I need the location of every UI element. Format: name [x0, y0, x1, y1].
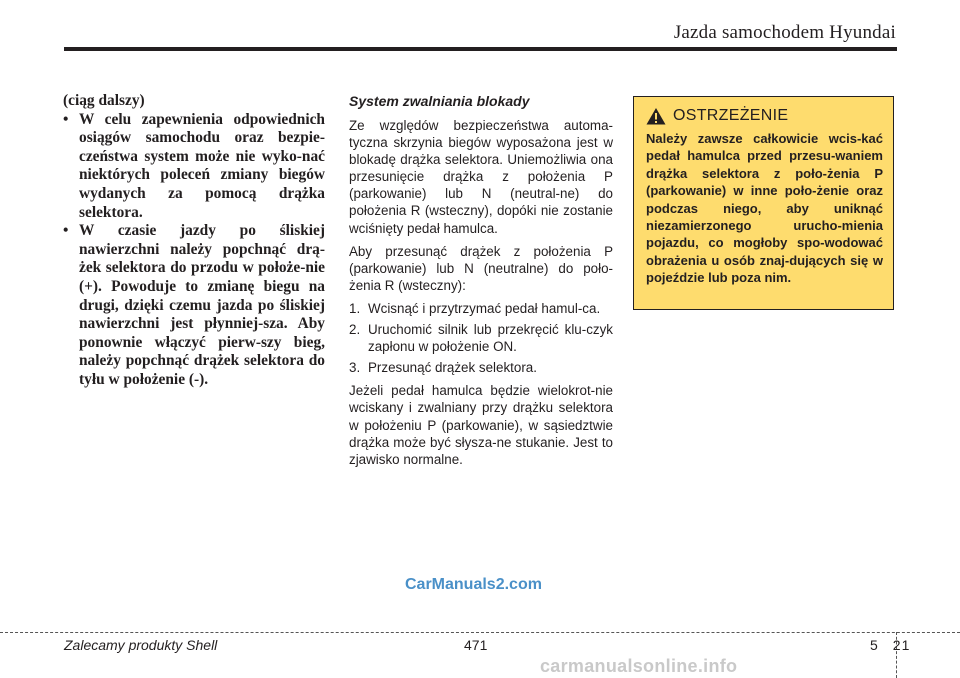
steps-list [349, 300, 613, 376]
warning-header [646, 107, 883, 125]
page-header-title: Jazda samochodem Hyundai [673, 22, 896, 43]
continued-label: (ciąg dalszy) [63, 92, 145, 109]
step-number: 1. [349, 300, 361, 316]
watermark-text: CarManuals2.com [405, 576, 542, 593]
list-item [349, 300, 613, 317]
paragraph: Ze względów bezpieczeństwa automa-tyczna skrzynia biegów wyposażona jest w blokadę drążka selektora. Uniemożliwia ona przesunięcie drążka z położenia P (parkowanie) lub N (neutral-ne) do położenia R (wsteczny), dopóki nie zostanie wciśnięty pedał hamulca. [349, 118, 613, 236]
site-watermark: carmanualsonline.info [540, 656, 738, 676]
page-number: 21 [892, 637, 911, 653]
step-text: Wcisnąć i przytrzymać pedał hamul-ca. [368, 300, 601, 316]
footer-rule [0, 632, 960, 633]
step-number: 3. [349, 360, 361, 376]
warning-box [633, 96, 894, 310]
section-heading: System zwalniania blokady [349, 93, 530, 109]
section-number: 5 [870, 637, 879, 653]
step-number: 2. [349, 322, 361, 338]
warning-triangle-icon [646, 107, 666, 125]
footer-page-number [870, 637, 910, 653]
list-item: • W czasie jazdy po śliskiej nawierzchni należy popchnąć drą-żek selektora do przodu w położe-nie (+). Powoduje to zmianę biegu na drugi, dzięki czemu jazda po śliskiej nawierzchni jest płynniej-sza. Aby ponownie włączyć pierw-szy bieg, należy popchnąć drążek selektora do tyłu w położenie (-). [63, 222, 325, 389]
step-text: Uruchomić silnik lub przekręcić klu-czyk zapłonu w położenie ON. [368, 322, 613, 355]
list-item [349, 321, 613, 355]
list-item: • W celu zapewnienia odpowiednich osiągów samochodu oraz bezpie-czeństwa system może nie wyko-nać niektórych poleceń zmiany biegów wydanych za pomocą drążka selektora. [63, 111, 325, 223]
paragraph: Jeżeli pedał hamulca będzie wielokrot-nie wciskany i zwalniany przy drążku selektora w położeniu P (parkowanie), w sąsiedztwie drążka może być słysza-ne stukanie. Jest to zjawisko normalne. [349, 383, 613, 467]
step-text: Przesunąć drążek selektora. [368, 360, 537, 376]
left-column [63, 92, 325, 390]
footer-page-index: 471 [464, 637, 488, 653]
warning-title: OSTRZEŻENIE [673, 107, 789, 124]
middle-column [349, 92, 613, 474]
paragraph: Aby przesunąć drążek z położenia P (parkowanie) lub N (neutralne) do poło-żenia R (wsteczny): [349, 243, 613, 293]
footer-left-text: Zalecamy produkty Shell [64, 637, 218, 653]
warning-text: Należy zawsze całkowicie wcis-kać pedał hamulca przed przesu-waniem drążka selektora z poło-żenia P (parkowanie) w inne poło-żenie oraz podczas niego, aby uniknąć niezamierzonego urucho-mienia pojazdu, co mogłoby spo-wodować obrażenia u osób znaj-dujących się w pojeździe lub poza nim. [646, 131, 883, 286]
list-item [349, 359, 613, 376]
header-rule [64, 47, 897, 51]
left-bullet-list [63, 111, 325, 390]
